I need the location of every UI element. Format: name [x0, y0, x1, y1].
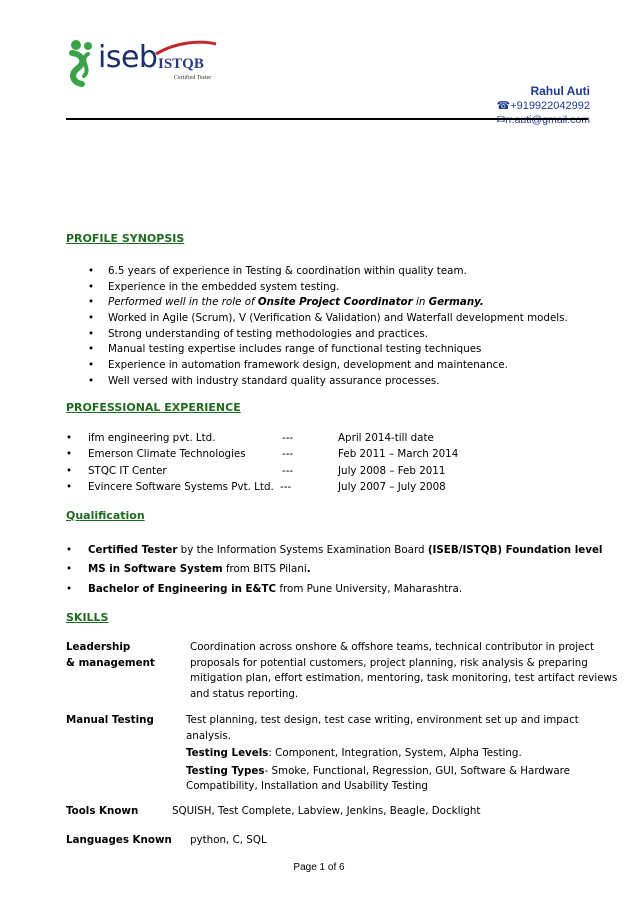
section-title-skills: SKILLS	[66, 611, 109, 624]
skill-label-manual: Manual Testing	[66, 714, 154, 726]
logo-text: iseb	[98, 40, 158, 75]
list-item: • Experience in the embedded system testing.	[88, 280, 340, 293]
list-item: • Performed well in the role of Onsite Project Coordinator in Germany.	[88, 296, 484, 309]
list-item: • Worked in Agile (Scrum), V (Verification & Validation) and Waterfall development models.	[88, 312, 568, 325]
skill-label-languages: Languages Known	[66, 834, 172, 846]
header-divider	[66, 118, 588, 120]
skill-label-leadership: Leadership & management	[66, 641, 155, 669]
skill-text-leadership: Coordination across onshore & offshore teams, technical contributor in project proposals for potential customers, project planning, risk analysis & preparing mitigation plan, effort estimation, mentoring, task monitoring, test artifact reviews and status reporting.	[190, 641, 618, 700]
skill-label-tools: Tools Known	[66, 805, 139, 817]
logo-badge-sub: Certified Tester	[174, 75, 212, 81]
section-title-experience: PROFESSIONAL EXPERIENCE	[66, 401, 241, 414]
skill-text-manual: Test planning, test design, test case writing, environment set up and impact analysis. Testing Levels: Component, Integration, System, Alpha Testing. Testing Types- Smoke, Functional, Regression, GUI, Software & Hardware Compatibility, Installation and Usability Testing	[186, 714, 579, 792]
list-item: • Manual testing expertise includes range of functional testing techniques	[88, 343, 482, 356]
skill-text-languages: python, C, SQL	[190, 834, 267, 846]
list-item: • Strong understanding of testing methodologies and practices.	[88, 327, 429, 340]
candidate-name: Rahul Auti	[530, 84, 590, 98]
list-item: • 6.5 years of experience in Testing & coordination within quality team.	[88, 265, 467, 277]
logo-badge: ISTQB	[158, 56, 204, 72]
phone-number: ☎+919922042992	[496, 100, 590, 112]
section-title-qualification: Qualification	[66, 509, 145, 522]
list-item: • Experience in automation framework design, development and maintenance.	[88, 359, 508, 372]
skill-text-tools: SQUISH, Test Complete, Labview, Jenkins, Beagle, Docklight	[172, 805, 481, 817]
page-number: Page 1 of 6	[293, 862, 345, 873]
section-title-profile: PROFILE SYNOPSIS	[66, 232, 185, 245]
list-item: • Well versed with industry standard quality assurance processes.	[88, 374, 440, 387]
email-address: ✉rr.auti@gmail.com	[496, 114, 590, 126]
profile-list	[88, 264, 568, 390]
